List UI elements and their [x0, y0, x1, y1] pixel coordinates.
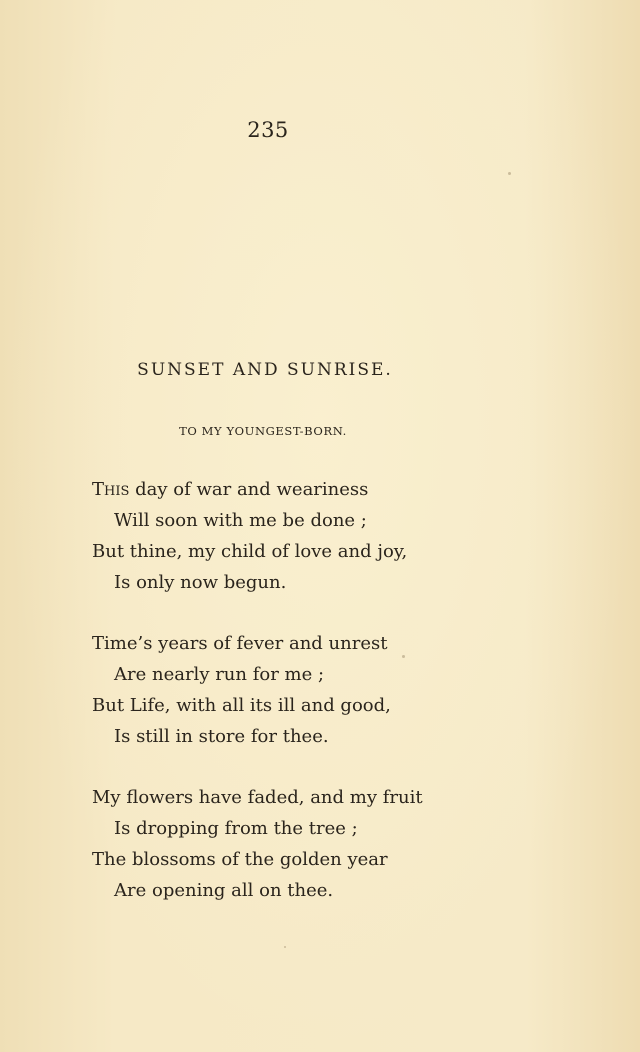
line-text: Is still in store for thee.	[114, 726, 329, 747]
line-text: My flowers have faded, and my fruit	[92, 787, 423, 808]
stanza	[92, 786, 532, 910]
line-text: Are nearly run for me ;	[114, 664, 325, 685]
line-text: Is dropping from the tree ;	[114, 818, 358, 839]
paper-speck	[402, 655, 405, 658]
poem-line	[92, 478, 532, 509]
stanza	[92, 478, 532, 602]
paper-speck	[284, 946, 286, 948]
paper-speck	[508, 172, 511, 175]
poem-line	[92, 879, 532, 910]
poem-line	[92, 509, 532, 540]
poem-line	[92, 786, 532, 817]
poem-dedication: TO MY YOUNGEST-BORN.	[179, 424, 347, 438]
poem-line	[92, 817, 532, 848]
poem-line	[92, 632, 532, 663]
line-text: Are opening all on thee.	[114, 880, 334, 901]
line-lead-word: This	[92, 479, 130, 500]
poem-line	[92, 725, 532, 756]
line-text: The blossoms of the golden year	[92, 849, 388, 870]
line-text: But thine, my child of love and joy,	[92, 541, 408, 562]
line-text: But Life, with all its ill and good,	[92, 695, 391, 716]
line-text: Is only now begun.	[114, 572, 287, 593]
poem-line	[92, 540, 532, 571]
poem-line	[92, 663, 532, 694]
line-text: Time’s years of fever and unrest	[92, 633, 388, 654]
poem-line	[92, 694, 532, 725]
poem-line	[92, 848, 532, 879]
poem-line	[92, 571, 532, 602]
poem-title: SUNSET AND SUNRISE.	[137, 360, 393, 380]
page-number: 235	[247, 118, 289, 142]
stanza	[92, 632, 532, 756]
poem-body	[92, 478, 532, 940]
line-text: Will soon with me be done ;	[114, 510, 367, 531]
line-text: day of war and weariness	[129, 479, 369, 500]
